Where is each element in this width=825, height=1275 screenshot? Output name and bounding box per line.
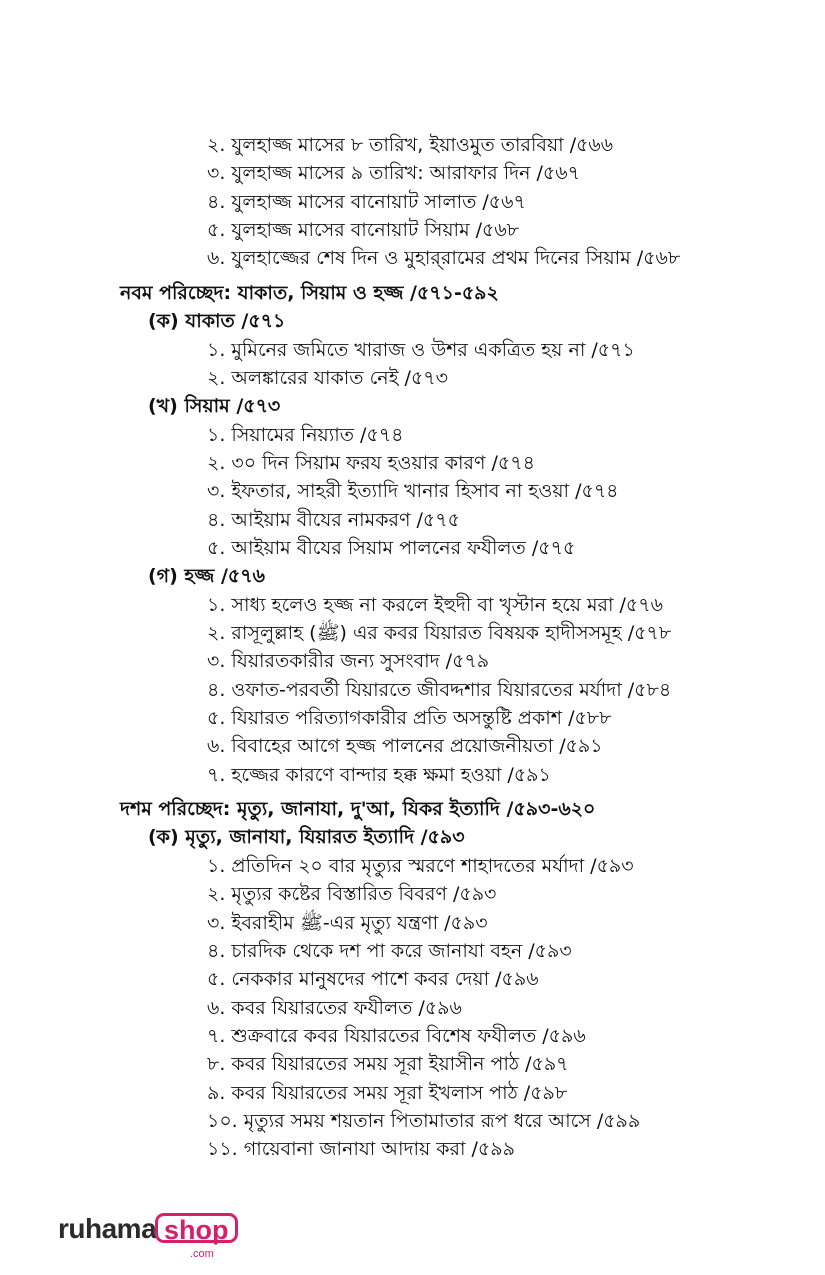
toc-entry: ৭. হজ্জের কারণে বান্দার হক্ক ক্ষমা হওয়া /৫৯১: [207, 763, 551, 786]
logo-brand-text: ruhama: [58, 1213, 157, 1244]
subsection-heading: (খ) সিয়াম /৫৭৩: [148, 395, 281, 418]
toc-entry: ৯. কবর যিয়ারতের সময় সূরা ইখলাস পাঠ /৫৯৮: [207, 1081, 568, 1104]
chapter-heading: নবম পরিচ্ছেদ: যাকাত, সিয়াম ও হজ্জ /৫৭১-৫৯২: [120, 281, 499, 304]
toc-entry: ১. সাধ্য হলেও হজ্জ না করলে ইহুদী বা খৃস্টান হয়ে মরা /৫৭৬: [207, 593, 663, 616]
toc-entry: ৪. আইয়াম বীযের নামকরণ /৫৭৫: [207, 508, 460, 531]
toc-entry: ২. অলঙ্কারের যাকাত নেই /৫৭৩: [207, 366, 448, 389]
toc-entry: ১. মুমিনের জমিতে খারাজ ও উশর একত্রিত হয় না /৫৭১: [207, 338, 635, 361]
toc-entry: ২. ৩০ দিন সিয়াম ফরয হওয়ার কারণ /৫৭৪: [207, 451, 535, 474]
toc-entry: ৩. ইবরাহীম ﷺ-এর মৃত্যু যন্ত্রণা /৫৯৩: [207, 911, 488, 934]
toc-entry: ২. রাসূলুল্লাহ (ﷺ) এর কবর যিয়ারত বিষয়ক হাদীসসমূহ /৫৭৮: [207, 622, 672, 644]
toc-entry: ২. যুলহাজ্জ মাসের ৮ তারিখ, ইয়াওমুত তারবিয়া /৫৬৬: [207, 134, 614, 156]
toc-entry: ৭. শুক্রবারে কবর যিয়ারতের বিশেষ ফযীলত /৫৯৬: [207, 1024, 586, 1047]
toc-entry: ১. প্রতিদিন ২০ বার মৃত্যুর স্মরণে শাহাদতের মর্যাদা /৫৯৩: [207, 854, 634, 877]
toc-entry: ২. মৃত্যুর কষ্টের বিস্তারিত বিবরণ /৫৯৩: [207, 883, 497, 906]
toc-entry: ৫. নেককার মানুষদের পাশে কবর দেয়া /৫৯৬: [207, 968, 539, 991]
ruhamashop-logo: [58, 1212, 238, 1262]
toc-entry: ৪. চারদিক থেকে দশ পা করে জানাযা বহন /৫৯৩: [207, 939, 572, 962]
toc-entry: ৬. যুলহাজ্জের শেষ দিন ও মুহার্‌রামের প্রথম দিনের সিয়াম /৫৬৮: [207, 247, 681, 270]
toc-entry: ১. সিয়ামের নিয়্যাত /৫৭৪: [207, 423, 404, 446]
toc-entry: ১১. গায়েবানা জানাযা আদায় করা /৫৯৯: [207, 1138, 515, 1161]
toc-entry: ৫. যিয়ারত পরিত্যাগকারীর প্রতি অসন্তুষ্টি প্রকাশ /৫৮৮: [207, 707, 612, 729]
toc-entry: ৩. ইফতার, সাহরী ইত্যাদি খানার হিসাব না হওয়া /৫৭৪: [207, 480, 619, 503]
toc-entry: ৩. যিয়ারতকারীর জন্য সুসংবাদ /৫৭৯: [207, 650, 490, 673]
chapter-heading: দশম পরিচ্ছেদ: মৃত্যু, জানাযা, দু'আ, যিকর ইত্যাদি /৫৯৩-৬২০: [120, 798, 596, 821]
logo-domain-text: .com: [190, 1248, 214, 1260]
toc-entry: ৬. বিবাহের আগে হজ্জ পালনের প্রয়োজনীয়তা /৫৯১: [207, 735, 603, 758]
subsection-heading: (গ) হজ্জ /৫৭৬: [148, 565, 265, 588]
toc-entry: ৪. যুলহাজ্জ মাসের বানোয়াট সালাত /৫৬৭: [207, 190, 526, 213]
subsection-heading: (ক) মৃত্যু, জানাযা, যিয়ারত ইত্যাদি /৫৯৩: [148, 826, 465, 849]
logo-shop-badge: shop: [155, 1213, 238, 1243]
toc-entry: ৩. যুলহাজ্জ মাসের ৯ তারিখ: আরাফার দিন /৫৬৭: [207, 162, 580, 185]
toc-entry: ৮. কবর যিয়ারতের সময় সূরা ইয়াসীন পাঠ /৫৯৭: [207, 1053, 569, 1076]
toc-entry: ৬. কবর যিয়ারতের ফযীলত /৫৯৬: [207, 996, 462, 1019]
toc-entry: ৫. যুলহাজ্জ মাসের বানোয়াট সিয়াম /৫৬৮: [207, 219, 520, 241]
toc-entry: ৫. আইয়াম বীযের সিয়াম পালনের ফযীলত /৫৭৫: [207, 536, 576, 559]
subsection-heading: (ক) যাকাত /৫৭১: [148, 310, 286, 333]
toc-entry: ১০. মৃত্যুর সময় শয়তান পিতামাতার রূপ ধরে আসে /৫৯৯: [207, 1109, 641, 1132]
toc-entry: ৪. ওফাত-পরবর্তী যিয়ারতে জীবদ্দশার যিয়ারতের মর্যাদা /৫৮৪: [207, 678, 672, 701]
